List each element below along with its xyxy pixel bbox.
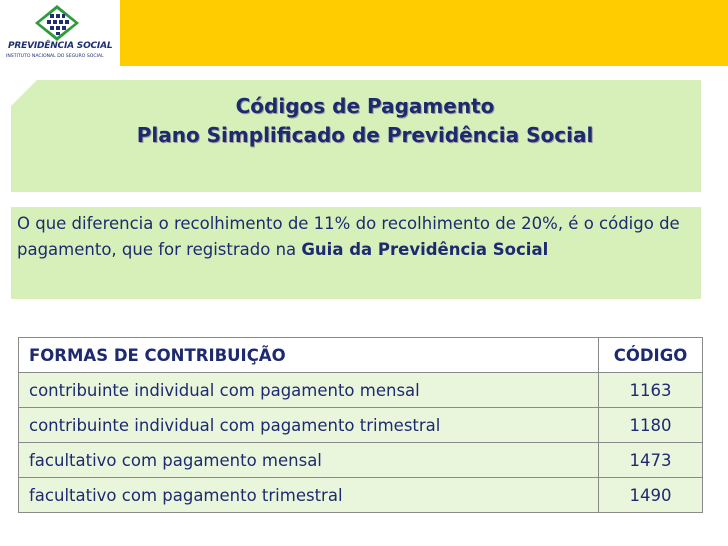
cell-codigo: 1180 (599, 408, 703, 443)
cell-forma: contribuinte individual com pagamento mensal (19, 373, 599, 408)
intro-bold: Guia da Previdência Social (301, 240, 549, 259)
intro-paragraph (17, 211, 699, 263)
page-title (40, 92, 690, 150)
table-row (19, 443, 703, 478)
header-codigo: CÓDIGO (599, 338, 703, 373)
header-formas: FORMAS DE CONTRIBUIÇÃO (19, 338, 599, 373)
previdencia-logo-icon (34, 4, 80, 42)
payment-codes-table (18, 337, 703, 513)
title-line-1: Códigos de Pagamento (235, 94, 495, 118)
brand-name: PREVIDÊNCIA SOCIAL (8, 41, 113, 51)
cell-forma: contribuinte individual com pagamento trimestral (19, 408, 599, 443)
table-row (19, 478, 703, 513)
brand-subtitle: INSTITUTO NACIONAL DO SEGURO SOCIAL (6, 54, 104, 59)
logo (0, 0, 120, 66)
cell-codigo: 1473 (599, 443, 703, 478)
cell-codigo: 1490 (599, 478, 703, 513)
cell-codigo: 1163 (599, 373, 703, 408)
table-row (19, 373, 703, 408)
table-row (19, 408, 703, 443)
cell-forma: facultativo com pagamento trimestral (19, 478, 599, 513)
table-header-row (19, 338, 703, 373)
cell-forma: facultativo com pagamento mensal (19, 443, 599, 478)
intro-text: O que diferencia o recolhimento de 11% do recolhimento de 20%, é o código de pagamento, que for registrado na (17, 214, 680, 259)
title-line-2: Plano Simplificado de Previdência Social (136, 123, 594, 147)
